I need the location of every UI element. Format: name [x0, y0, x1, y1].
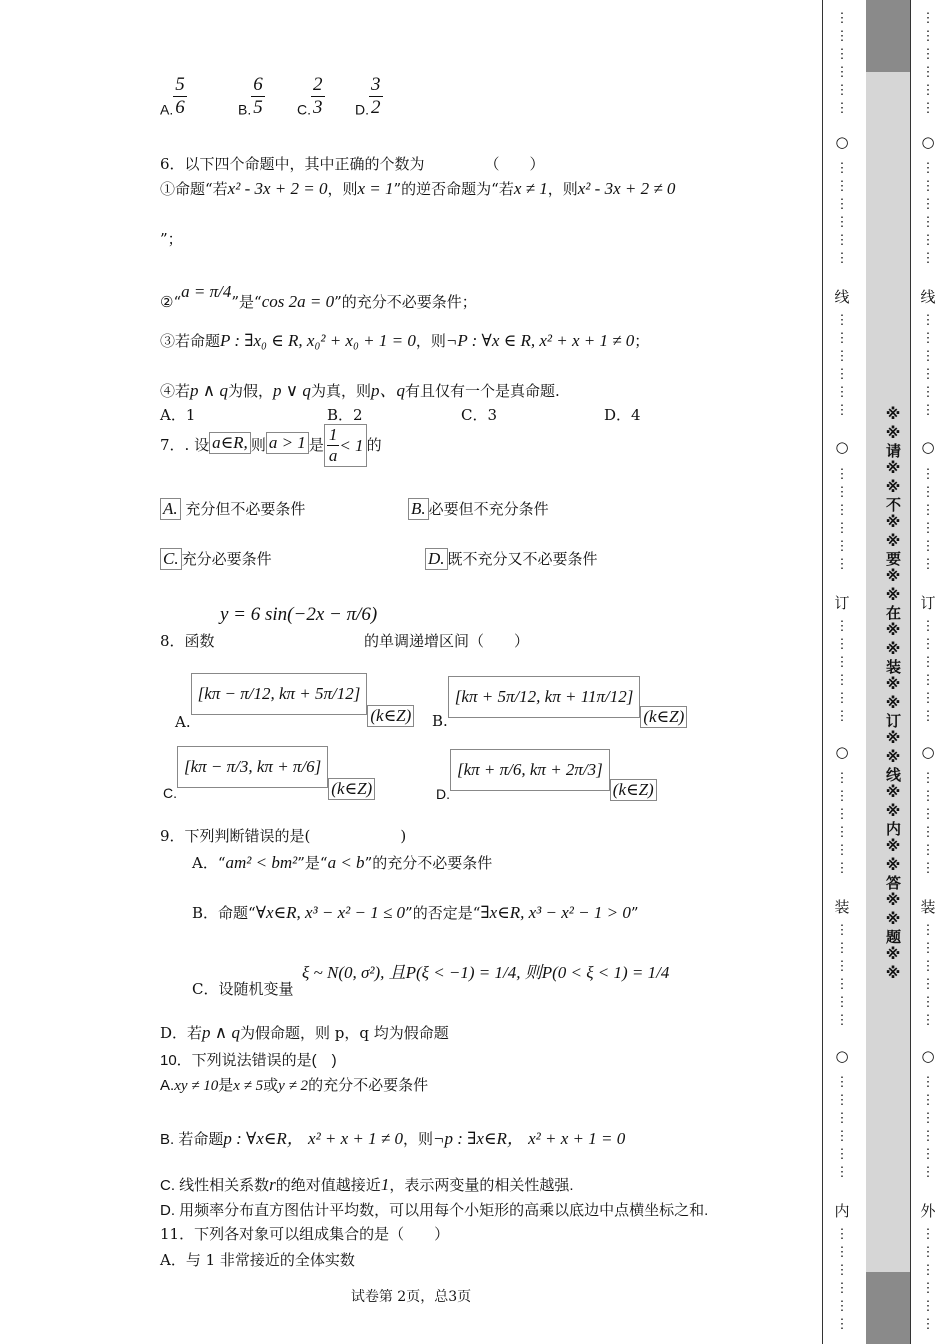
q5-option-c: C. $\frac{2}{3}$ — [297, 74, 323, 118]
margin-circle: ○ — [835, 133, 849, 151]
margin-dots-inner: ⋮ ⋮ ⋮ ⋮ ⋮ ⋮ — [835, 11, 849, 116]
q10-option-d: D. 用频率分布直方图估计平均数，可以用每个小矩形的高乘以底边中点横坐标之和. — [160, 1202, 709, 1219]
q9-option-b: B．命题“∀x∈R, x³ − x² − 1 ≤ 0”的否定是“∃x∈R, x³ − x² − 1 > 0” — [192, 903, 639, 922]
q6-item-2: ②“a = π/4”是“cos 2a = 0”的充分不必要条件； — [160, 282, 477, 311]
margin-dots-outer: ⋮ ⋮ ⋮ ⋮ ⋮ ⋮ — [921, 1227, 935, 1332]
margin-dots-inner: ⋮ ⋮ ⋮ ⋮ ⋮ ⋮ — [835, 771, 849, 876]
margin-dots-outer: ⋮ ⋮ ⋮ ⋮ ⋮ ⋮ — [921, 313, 935, 418]
margin-dots-outer: ⋮ ⋮ ⋮ ⋮ ⋮ ⋮ — [921, 771, 935, 876]
warning-band-top-cap — [866, 0, 910, 72]
margin-dots-inner: ⋮ ⋮ ⋮ ⋮ ⋮ ⋮ — [835, 1227, 849, 1332]
page-footer: 试卷第 2页，总3页 — [350, 1289, 472, 1305]
margin-label-outer: 外 — [920, 1202, 936, 1220]
q10-stem: 10．下列说法错误的是( ) — [160, 1052, 337, 1069]
q11-stem: 11．下列各对象可以组成集合的是（ ） — [160, 1225, 450, 1243]
margin-dots-inner: ⋮ ⋮ ⋮ ⋮ ⋮ ⋮ — [835, 1075, 849, 1180]
no-answer-warning: ※※请※※不※※要※※在※※装※※订※※线※※内※※答※※题※※ — [884, 405, 902, 983]
margin-dots-outer: ⋮ ⋮ ⋮ ⋮ ⋮ ⋮ — [921, 161, 935, 266]
binding-margin-outer-border — [910, 0, 911, 1344]
q8-option-a: A.[kπ − π/12, kπ + 5π/12](k∈Z) — [175, 673, 414, 731]
q11-option-a: A．与 1 非常接近的全体实数 — [160, 1251, 355, 1269]
q7-option-b: B. 必要但不充分条件 — [408, 498, 549, 520]
q6-item-4: ④若p ∧ q为假，p ∨ q为真，则p、q有且仅有一个是真命题. — [160, 381, 560, 400]
q9-stem: 9．下列判断错误的是( ) — [160, 827, 407, 845]
q6-item-1-end: ”； — [160, 230, 183, 248]
margin-dots-outer: ⋮ ⋮ ⋮ ⋮ ⋮ ⋮ — [921, 619, 935, 724]
q6-option-d: D．4 — [604, 406, 641, 424]
q10-option-a: A.xy ≠ 10是x ≠ 5或y ≠ 2的充分不必要条件 — [160, 1076, 429, 1094]
q10-option-c: C. 线性相关系数r的绝对值越接近1，表示两变量的相关性越强. — [160, 1175, 574, 1194]
margin-label-order: 订 — [834, 594, 850, 612]
margin-dots-outer: ⋮ ⋮ ⋮ ⋮ ⋮ ⋮ — [921, 467, 935, 572]
margin-label-bind: 装 — [834, 898, 850, 916]
q7-option-d: D. 既不充分又不必要条件 — [425, 548, 598, 570]
q8-stem-suffix: 的单调递增区间（ ） — [364, 632, 530, 650]
margin-circle: ○ — [921, 438, 935, 456]
margin-label-inner: 内 — [834, 1202, 850, 1220]
margin-dots-outer: ⋮ ⋮ ⋮ ⋮ ⋮ ⋮ — [921, 923, 935, 1028]
q8-option-b: B.[kπ + 5π/12, kπ + 11π/12](k∈Z) — [432, 676, 687, 730]
q10-option-b: B. 若命题p : ∀x∈R， x² + x + 1 ≠ 0，则¬p : ∃x∈R， x² + x + 1 = 0 — [160, 1129, 626, 1148]
q6-option-a: A．1 — [160, 406, 196, 424]
q6-stem: 6．以下四个命题中，其中正确的个数为 （ ） — [160, 155, 545, 173]
q8-stem-prefix: 8．函数 — [160, 632, 215, 650]
margin-circle: ○ — [921, 743, 935, 761]
margin-circle: ○ — [835, 743, 849, 761]
margin-label-line: 线 — [920, 288, 936, 306]
q7-stem: 7．. 设 a∈R, 则 a > 1 是 $\frac{1}{a}$ < 1 的 — [160, 425, 382, 465]
margin-dots-outer: ⋮ ⋮ ⋮ ⋮ ⋮ ⋮ — [921, 11, 935, 116]
q9-option-d: D．若p ∧ q为假命题，则 p，q 均为假命题 — [160, 1023, 449, 1042]
margin-dots-inner: ⋮ ⋮ ⋮ ⋮ ⋮ ⋮ — [835, 923, 849, 1028]
q5-option-d: D. $\frac{3}{2}$ — [355, 74, 381, 118]
q9-option-c-label: C．设随机变量 — [192, 980, 294, 998]
margin-circle: ○ — [921, 133, 935, 151]
q8-function: y = 6 sin(−2x − π/6) — [220, 604, 378, 625]
q5-option-a: A. $\frac{5}{6}$ — [160, 74, 185, 118]
q8-option-d: D.[kπ + π/6, kπ + 2π/3](k∈Z) — [436, 749, 657, 802]
margin-label-order: 订 — [920, 594, 936, 612]
q9-option-c-math: ξ ~ N(0, σ²), 且P(ξ < −1) = 1/4, 则P(0 < ξ < 1) = 1/4 — [302, 963, 670, 982]
binding-margin-inner-border — [822, 0, 823, 1344]
margin-circle: ○ — [921, 1047, 935, 1065]
margin-circle: ○ — [835, 438, 849, 456]
margin-dots-inner: ⋮ ⋮ ⋮ ⋮ ⋮ ⋮ — [835, 619, 849, 724]
q6-item-3: ③若命题P : ∃x₀ ∈ R, x₀² + x₀ + 1 = 0，则¬P : ∀x ∈ R, x² + x + 1 ≠ 0； — [160, 331, 650, 350]
q5-option-b: B. $\frac{6}{5}$ — [238, 74, 263, 118]
margin-dots-outer: ⋮ ⋮ ⋮ ⋮ ⋮ ⋮ — [921, 1075, 935, 1180]
margin-circle: ○ — [835, 1047, 849, 1065]
q7-option-c: C. 充分必要条件 — [160, 548, 272, 570]
q9-option-a: A．“am² < bm²”是“a < b”的充分不必要条件 — [192, 853, 493, 872]
q7-option-a: A. 充分但不必要条件 — [160, 498, 305, 520]
q6-option-b: B．2 — [327, 406, 363, 424]
q8-option-c: C.[kπ − π/3, kπ + π/6](k∈Z) — [163, 746, 375, 801]
margin-label-line: 线 — [834, 288, 850, 306]
margin-dots-inner: ⋮ ⋮ ⋮ ⋮ ⋮ ⋮ — [835, 161, 849, 266]
warning-band-bottom-cap — [866, 1272, 910, 1344]
q6-option-c: C．3 — [461, 406, 498, 424]
q6-item-1: ①命题“若x² - 3x + 2 = 0，则x = 1”的逆否命题为“若x ≠ 1，则x² - 3x + 2 ≠ 0 — [160, 179, 676, 198]
margin-dots-inner: ⋮ ⋮ ⋮ ⋮ ⋮ ⋮ — [835, 467, 849, 572]
margin-label-bind: 装 — [920, 898, 936, 916]
margin-dots-inner: ⋮ ⋮ ⋮ ⋮ ⋮ ⋮ — [835, 313, 849, 418]
